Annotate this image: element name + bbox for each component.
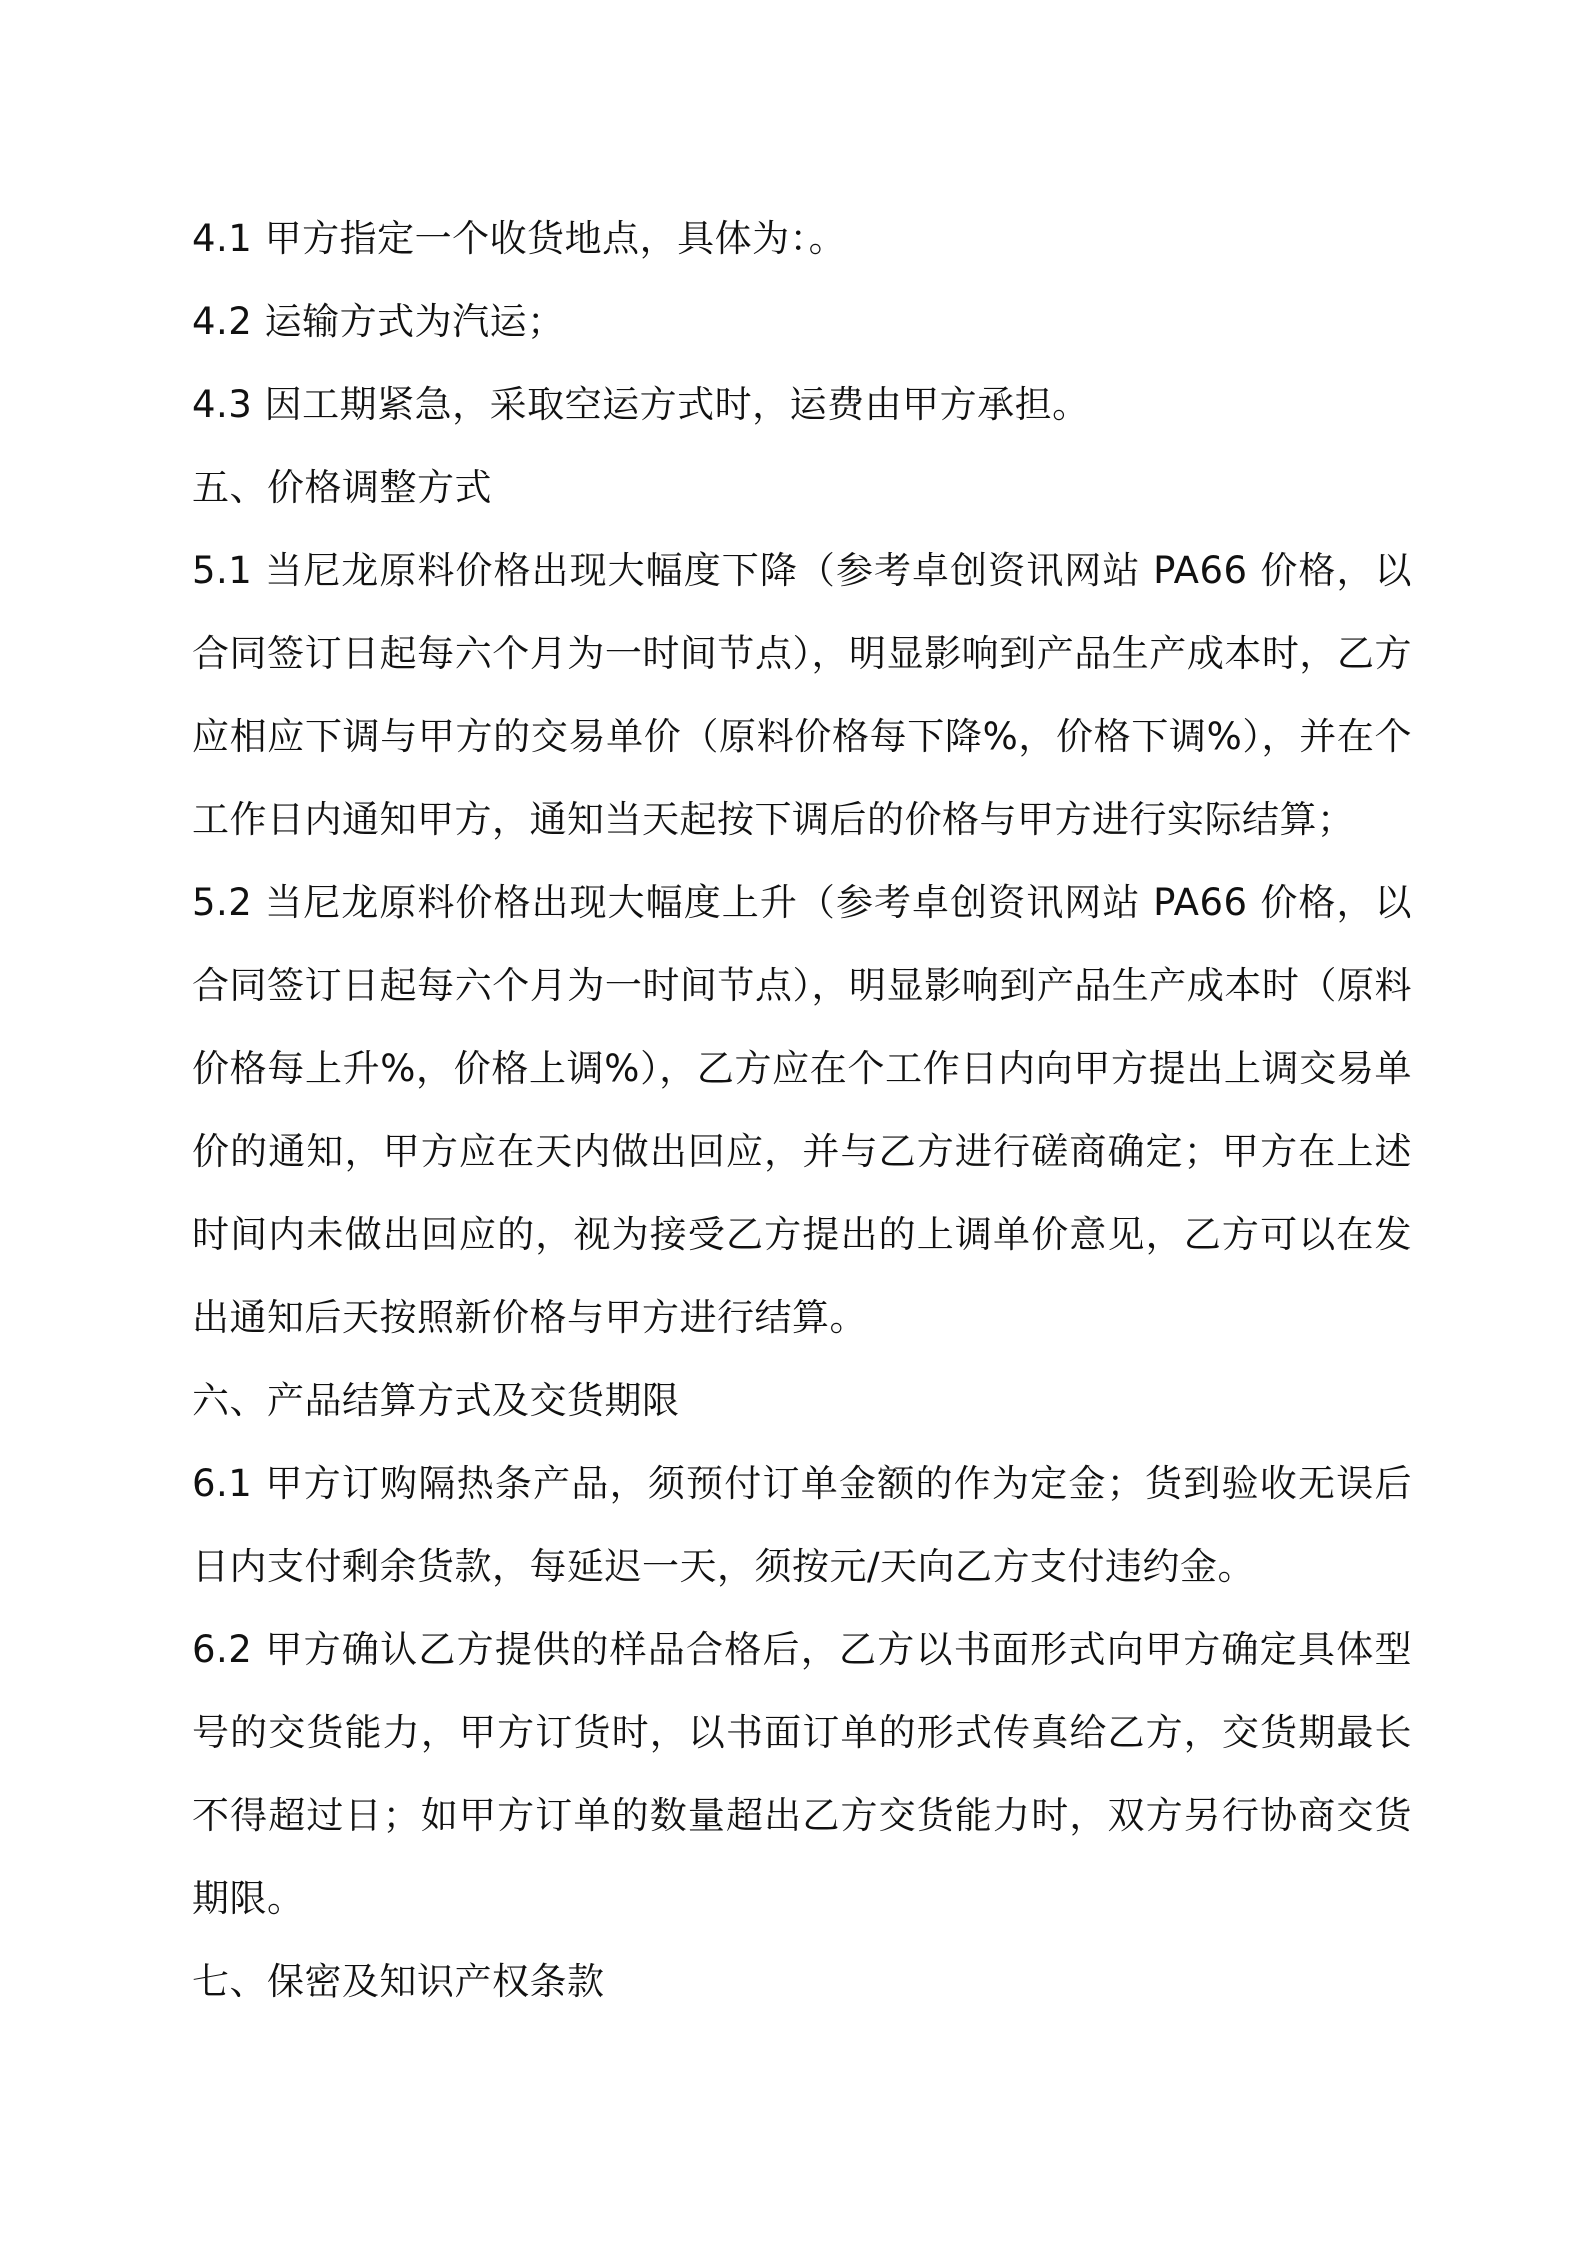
section-heading-confidentiality-ip: 七、保密及知识产权条款 bbox=[192, 1960, 605, 2003]
document-page bbox=[192, 197, 1412, 2023]
clause-4-2: 4.2 运输方式为汽运； bbox=[192, 300, 565, 343]
clause-4-3: 4.3 因工期紧急，采取空运方式时，运费由甲方承担。 bbox=[192, 383, 1090, 426]
clause-5-1: 5.1 当尼龙原料价格出现大幅度下降（参考卓创资讯网站 PA66 价格，以合同签订日起每六个月为一时间节点），明显影响到产品生产成本时，乙方应相应下调与甲方的交易单价（原料价格每下降%，价格下调%），并在个工作日内通知甲方，通知当天起按下调后的价格与甲方进行实际结算； bbox=[192, 549, 1412, 841]
clause-4-1: 4.1 甲方指定一个收货地点，具体为：。 bbox=[192, 217, 847, 260]
clause-5-2: 5.2 当尼龙原料价格出现大幅度上升（参考卓创资讯网站 PA66 价格，以合同签订日起每六个月为一时间节点），明显影响到产品生产成本时（原料价格每上升%，价格上调%），乙方应在个工作日内向甲方提出上调交易单价的通知，甲方应在天内做出回应，并与乙方进行磋商确定；甲方在上述时间内未做出回应的，视为接受乙方提出的上调单价意见，乙方可以在发出通知后天按照新价格与甲方进行结算。 bbox=[192, 881, 1412, 1339]
clause-6-1: 6.1 甲方订购隔热条产品，须预付订单金额的作为定金；货到验收无误后日内支付剩余货款，每延迟一天，须按元/天向乙方支付违约金。 bbox=[192, 1462, 1412, 1588]
section-heading-price-adjustment: 五、价格调整方式 bbox=[192, 466, 492, 509]
section-heading-settlement-delivery: 六、产品结算方式及交货期限 bbox=[192, 1379, 680, 1422]
clause-6-2: 6.2 甲方确认乙方提供的样品合格后，乙方以书面形式向甲方确定具体型号的交货能力，甲方订货时，以书面订单的形式传真给乙方，交货期最长不得超过日；如甲方订单的数量超出乙方交货能力时，双方另行协商交货期限。 bbox=[192, 1628, 1412, 1920]
